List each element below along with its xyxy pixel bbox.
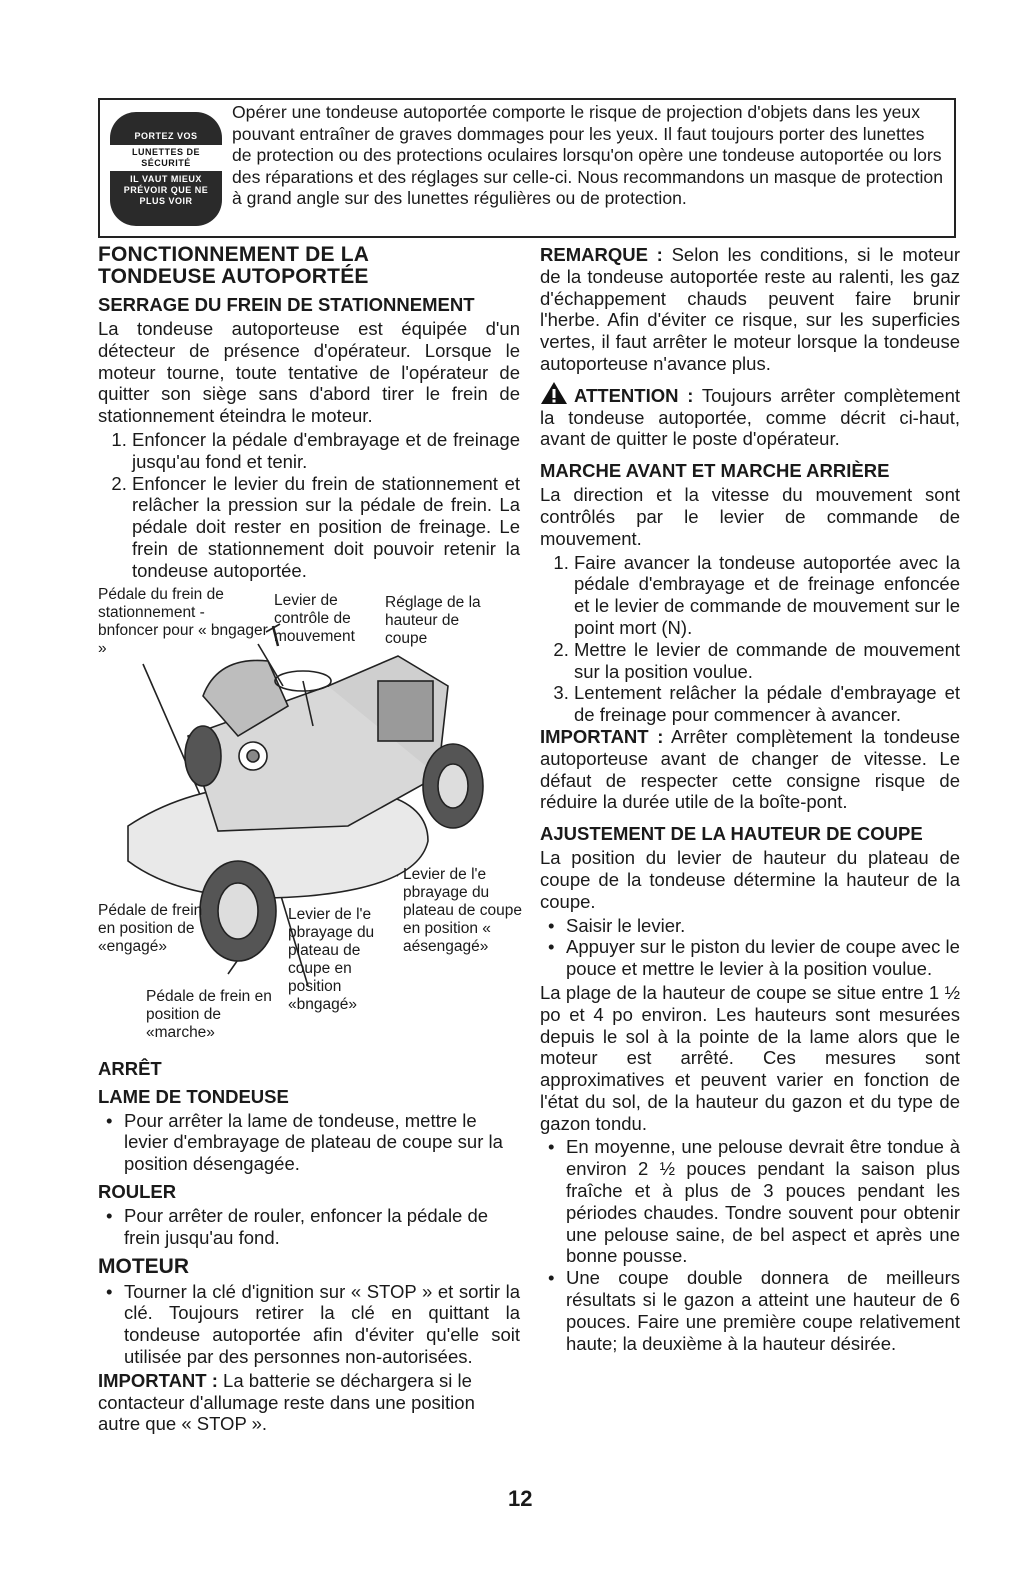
label-deck-lever-disengaged: Levier de l'e pbrayage du plateau de coupe en position « aésengagé» [403,865,522,955]
motion-steps [540,552,960,726]
label-cutting-height-adjust: Réglage de la hauteur de coupe [385,593,481,647]
attention-text: Toujours arrêter complètement la tondeuse autoportée, comme décrit ci-haut, avant de quitter le poste d'opérateur. [540,384,961,450]
attention-note [540,381,960,450]
badge-line: LUNETTES DE SÉCURITÉ [110,145,222,171]
motion-intro: La direction et la vitesse du mouvement sont contrôlés par le levier de commande de mouvement. [540,484,960,549]
safety-glasses-badge-icon [110,112,222,226]
label-parking-brake-pedal: Pédale du frein de stationnement - bnfoncer pour « bngager » [98,585,268,657]
engine-heading: MOTEUR [98,1254,189,1278]
roll-heading: ROULER [98,1180,177,1202]
transaxle-important-note [540,726,960,813]
cutting-height-heading: AJUSTEMENT DE LA HAUTEUR DE COUPE [540,823,923,845]
section-title-line: TONDEUSE AUTOPORTÉE [98,265,369,288]
cutting-height-intro: La position du levier de hauteur du plateau de coupe de la tondeuse détermine la hauteur de la coupe. [540,847,960,912]
blade-list [98,1110,520,1175]
label-brake-pedal-engaged: Pédale de frein en position de «engagé» [98,901,203,955]
cutting-height-tips [540,1136,960,1354]
remark-text: Selon les conditions, si le moteur de la tondeuse autoportée reste au ralenti, les gaz d'échappement chauds peuvent faire brunir l'herbe. Afin d'éviter ce risque, sur les superficies vertes, il faut arrêter le moteur lorsque la tondeuse autoporteuse n'avance plus. [540,244,960,374]
list-item: • En moyenne, une pelouse devrait être tondue à environ 2 ½ pouces pendant la saison plus fraîche et à plus de 3 pouces pendant les périodes chaudes. Tondre souvent pour obtenir une pelouse saine, de bel aspect et après une bonne pousse. [566,1136,960,1267]
list-item: 1. Faire avancer la tondeuse autoportée avec la pédale d'embrayage et de freinage enfoncée et le levier de commande de mouvement sur le point mort (N). [574,552,960,639]
important-text: Arrêter complètement la tondeuse autoporteuse avant de changer de vitesse. Le défaut de respecter cette consigne risque de réduire la durée utile de la boîte-pont. [540,725,961,813]
parking-brake-intro: La tondeuse autoporteuse est équipée d'un détecteur de présence d'opérateur. Lorsque le moteur tourne, toute tentative de l'opérateur de quitter son siège sans d'abord tirer le frein de stationnement éteindra le moteur. [98,318,520,427]
list-item: • Une coupe double donnera de meilleurs résultats si le gazon a atteint une hauteur de 6 pouces. Faire une première coupe relativement haute; la deuxième à la hauteur désirée. [566,1267,960,1354]
list-item: 3. Lentement relâcher la pédale d'embrayage et de freinage pour commencer à avancer. [574,682,960,726]
section-title [98,244,520,288]
cutting-height-range: La plage de la hauteur de coupe se situe entre 1 ½ po et 4 po environ. Les hauteurs sont mesurées depuis le sol à la pointe de la lame alors que le moteur est arrêté. Ces mesures sont approximatives et peuvent varier en fonction de l'état du sol, de la hauteur du gazon et du type de gazon tondu. [540,981,960,1134]
label-motion-control-lever: Levier de contrôle de mouvement [274,591,355,645]
battery-important-note [98,1370,520,1435]
section-title-line: FONCTIONNEMENT DE LA [98,243,370,266]
remark-note [540,244,960,375]
label-brake-pedal-run: Pédale de frein en position de «marche» [146,987,272,1041]
important-label: IMPORTANT : [540,725,664,747]
important-text: La batterie se déchargera si le contacteur d'allumage reste dans une position autre que « STOP ». [98,1369,475,1435]
list-item: 1. Enfoncer la pédale d'embrayage et de freinage jusqu'au fond et tenir. [132,429,520,473]
safety-warning-box [98,98,956,238]
roll-list [98,1205,520,1249]
tractor-controls-figure [98,586,528,1052]
safety-warning-text: Opérer une tondeuse autoportée comporte le risque de projection d'objets dans les yeux pouvant entraîner de graves dommages pour les yeux. Il faut toujours porter des lunettes de protection ou des protections oculaires lorsqu'on opère une tondeuse autoportée ou lors des réparations et des réglages sur celle-ci. Nous recommandons un masque de protection à grand angle sur des lunettes régulières ou de protection. [232,102,943,208]
warning-triangle-icon [540,381,568,405]
cutting-height-steps [540,915,960,980]
list-item: • Pour arrêter de rouler, enfoncer la pédale de frein jusqu'au fond. [124,1205,520,1249]
attention-label: ATTENTION : [574,384,694,406]
parking-brake-heading: SERRAGE DU FREIN DE STATIONNEMENT [98,294,475,315]
forward-reverse-heading: MARCHE AVANT ET MARCHE ARRIÈRE [540,460,890,482]
list-item: • Saisir le levier. [566,915,960,937]
list-item: • Tourner la clé d'ignition sur « STOP » et sortir la clé. Toujours retirer la clé en quittant la tondeuse autoportée afin d'éviter qu'elle soit utilisée par des personnes non-autorisées. [124,1281,520,1368]
important-label: IMPORTANT : [98,1369,218,1391]
stop-heading: ARRÊT [98,1057,162,1079]
list-item: 2. Mettre le levier de commande de mouvement sur la position voulue. [574,639,960,683]
badge-line: PORTEZ VOS [134,131,198,141]
badge-line: PLUS VOIR [139,196,193,206]
badge-line: IL VAUT MIEUX [130,174,202,184]
engine-list [98,1281,520,1368]
list-item: • Pour arrêter la lame de tondeuse, mettre le levier d'embrayage de plateau de coupe sur la position désengagée. [124,1110,520,1175]
left-column [98,244,520,1435]
list-item: • Appuyer sur le piston du levier de coupe avec le pouce et mettre le levier à la position voulue. [566,936,960,980]
right-column [540,244,960,1356]
badge-line: PRÉVOIR QUE NE [123,185,209,195]
blade-heading: LAME DE TONDEUSE [98,1085,289,1107]
list-item: 2. Enfoncer le levier du frein de stationnement et relâcher la pression sur la pédale de frein. La pédale doit rester en position de freinage. Le frein de stationnement doit pouvoir retenir la tondeuse autoportée. [132,473,520,582]
page-number: 12 [508,1486,533,1511]
label-deck-lever-engaged: Levier de l'e pbrayage du plateau de coupe en position «bngagé» [288,905,375,1013]
remark-label: REMARQUE : [540,244,663,265]
parking-brake-steps [98,429,520,582]
